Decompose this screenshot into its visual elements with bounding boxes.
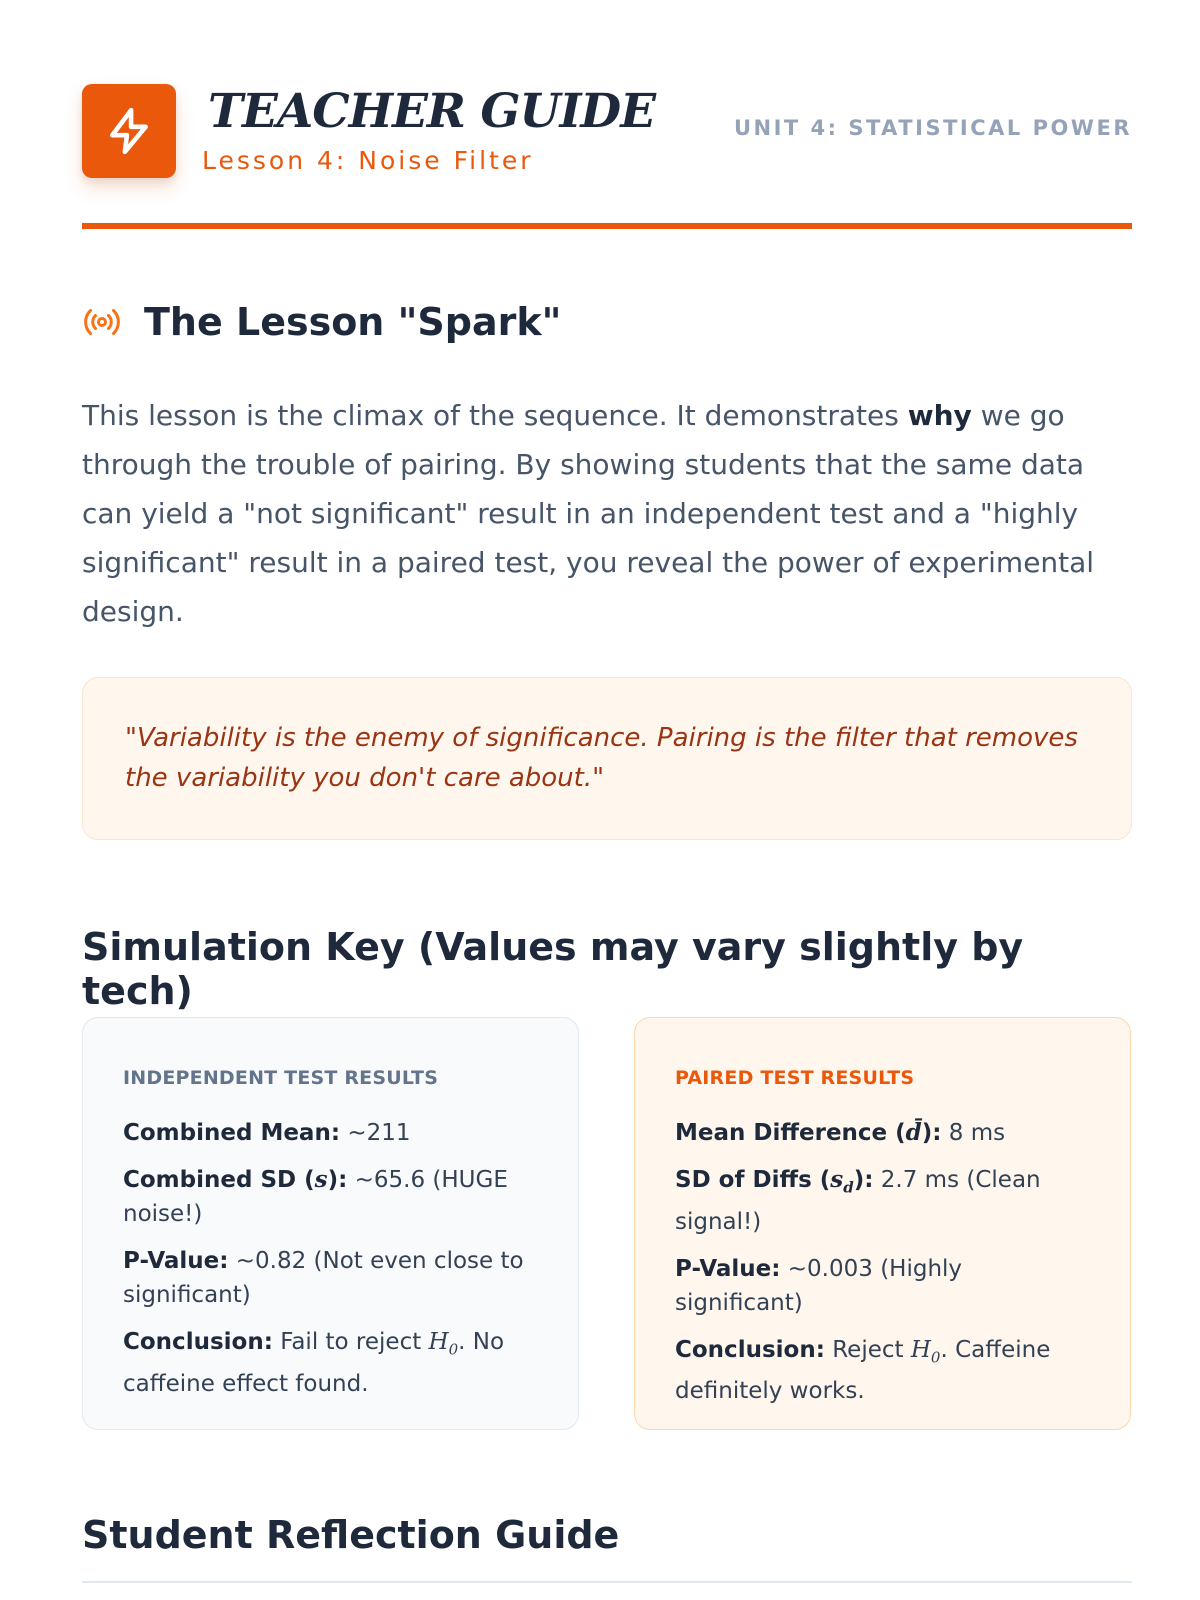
combined-sd-symbol: s (314, 1166, 328, 1193)
reflection-guide-heading: Student Reflection Guide (82, 1513, 620, 1557)
paired-p-value: ~0.003 (Highly significant) (675, 1255, 963, 1316)
combined-sd-label: Combined SD ( (123, 1167, 315, 1193)
quote-callout (82, 677, 1132, 840)
lightning-bolt-icon (104, 106, 154, 156)
quote-text: "Variability is the enemy of significance. Pairing is the filter that removes the variability you don't care about." (125, 723, 1078, 793)
combined-sd-label-close: ): (327, 1167, 348, 1193)
header-divider (82, 223, 1132, 229)
independent-conclusion-item (123, 1325, 538, 1401)
independent-conclusion-post: . No caffeine effect found. (123, 1329, 505, 1397)
paired-conclusion-post: . Caffeine definitely works. (675, 1336, 1051, 1405)
combined-mean-label: Combined Mean: (123, 1120, 341, 1146)
paired-conclusion-pre: Reject (824, 1336, 911, 1363)
sd-diffs-value: 2.7 ms (Clean signal!) (675, 1167, 1041, 1235)
independent-results-card (82, 1017, 579, 1430)
sd-diffs-label: SD of Diffs ( (675, 1167, 831, 1193)
intro-text-start: This lesson is the climax of the sequence. It demonstrates (82, 399, 908, 432)
paired-conclusion-label: Conclusion: (675, 1336, 825, 1363)
null-hypothesis-symbol: $H_0$ (910, 1336, 941, 1367)
header (82, 84, 1132, 184)
independent-p-value-label: P-Value: (123, 1248, 229, 1274)
independent-conclusion-label: Conclusion: (123, 1329, 273, 1355)
intro-emphasis: why (907, 399, 972, 432)
intro-paragraph (82, 391, 1132, 636)
combined-sd-value: ~65.6 (HUGE noise!) (123, 1167, 508, 1227)
mean-difference-symbol: d̄ (905, 1119, 922, 1146)
paired-p-value-item (675, 1252, 1090, 1320)
broadcast-icon (82, 302, 122, 342)
paired-p-value-label: P-Value: (675, 1255, 781, 1282)
null-hypothesis-symbol: $H_0$ (428, 1329, 459, 1359)
independent-card-title: INDEPENDENT TEST RESULTS (123, 1067, 439, 1089)
combined-mean-item (123, 1116, 538, 1150)
combined-mean-value: ~211 (340, 1120, 411, 1146)
spark-heading-text: The Lesson "Spark" (144, 300, 562, 344)
reflection-divider (82, 1581, 1132, 1583)
mean-difference-item (675, 1116, 1090, 1150)
paired-conclusion-item (675, 1333, 1090, 1409)
logo-badge (82, 84, 176, 178)
lesson-subtitle: Lesson 4: Noise Filter (202, 146, 534, 175)
teacher-guide-page (82, 0, 1132, 1600)
paired-results-card (634, 1017, 1131, 1430)
page-title: TEACHER GUIDE (208, 84, 656, 139)
unit-label: UNIT 4: STATISTICAL POWER (733, 116, 1132, 140)
sd-diffs-label-close: ): (853, 1167, 874, 1193)
paired-card-title: PAIRED TEST RESULTS (675, 1067, 915, 1089)
independent-p-value: ~0.82 (Not even close to significant) (123, 1248, 524, 1308)
simulation-key-heading: Simulation Key (Values may vary slightly by tech) (82, 925, 1024, 1013)
combined-sd-item (123, 1163, 538, 1231)
mean-difference-label-close: ): (921, 1120, 942, 1146)
sd-diffs-item (675, 1163, 1090, 1239)
independent-conclusion-pre: Fail to reject (272, 1329, 429, 1355)
mean-difference-label: Mean Difference ( (675, 1120, 906, 1146)
independent-p-value-item (123, 1244, 538, 1312)
spark-section-heading (82, 296, 561, 348)
mean-difference-value: 8 ms (941, 1120, 1006, 1146)
intro-text-end: we go through the trouble of pairing. By showing students that the same data can yield a "not significant" result in an independent test and a "highly significant" result in a paired test, you reveal the power of experimental design. (82, 399, 1095, 628)
sd-diffs-symbol: $s_d$ (830, 1166, 854, 1197)
